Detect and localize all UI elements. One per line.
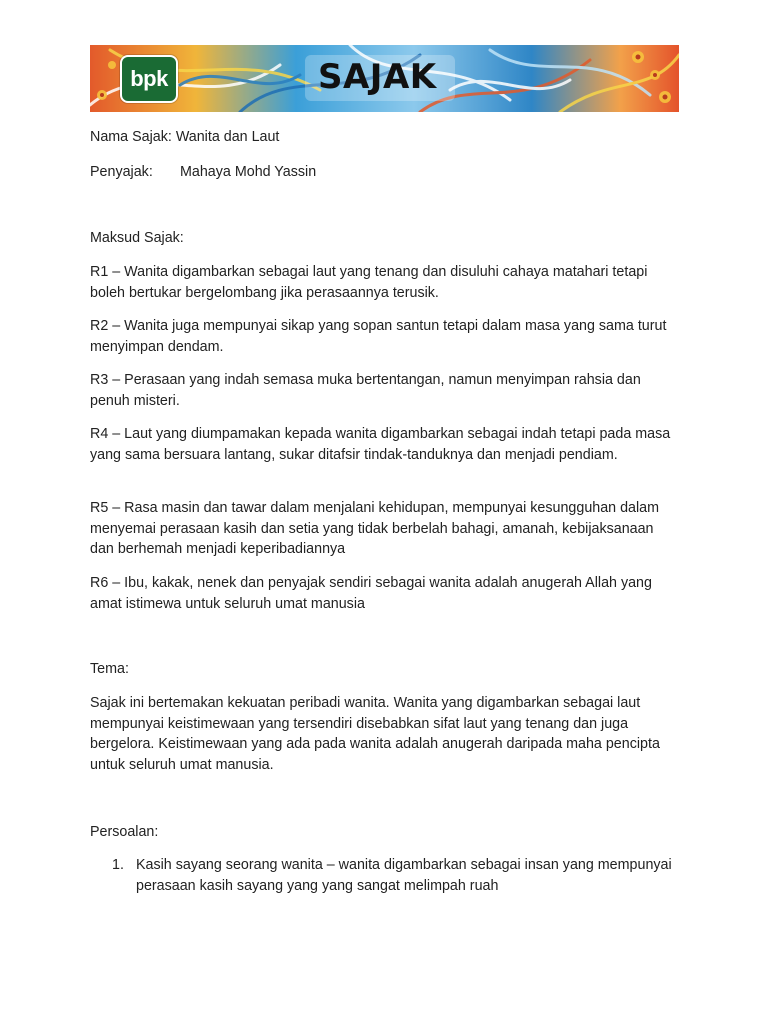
persoalan-heading: Persoalan: <box>90 824 159 840</box>
tema-body: Sajak ini bertemakan kekuatan peribadi wanita. Wanita yang digambarkan sebagai laut mempunyai keistimewaan yang tersendiri disebabkan sifat laut yang tenang dan juga bergelora. Keistimewaan yang ada pada wanita adalah anugerah daripada maha pencipta untuk seluruh umat manusia. <box>90 695 660 774</box>
poem-title: Nama Sajak: Wanita dan Laut <box>90 129 280 145</box>
persoalan-list-item <box>90 855 680 899</box>
poet-label: Penyajak: <box>90 164 153 180</box>
list-text: Kasih sayang seorang wanita – wanita digambarkan sebagai insan yang mempunyai perasaan kasih sayang yang yang sangat melimpah ruah <box>136 857 672 894</box>
banner-title: SAJAK <box>318 57 437 97</box>
maksud-heading: Maksud Sajak: <box>90 230 184 246</box>
maksud-item-r3: R3 – Perasaan yang indah semasa muka bertentangan, namun menyimpan rahsia dan penuh misteri. <box>90 372 641 409</box>
bpk-logo <box>120 55 178 103</box>
poet-name: Mahaya Mohd Yassin <box>180 164 317 180</box>
header-banner <box>90 45 679 112</box>
maksud-item-r5: R5 – Rasa masin dan tawar dalam menjalani kehidupan, mempunyai kesungguhan dalam menyemai perasaan kasih dan setia yang tidak berbelah bahagi, amanah, kebijaksanaan dan berhemah menjadi keperibadiannya <box>90 500 660 558</box>
logo-text: bpk <box>130 66 168 91</box>
poet-line <box>90 162 680 183</box>
tema-heading: Tema: <box>90 661 129 677</box>
maksud-item-r1: R1 – Wanita digambarkan sebagai laut yang tenang dan disuluhi cahaya matahari tetapi boleh bertukar bergelombang jika perasaannya terusik. <box>90 264 648 301</box>
list-number: 1. <box>112 857 124 873</box>
maksud-item-r4: R4 – Laut yang diumpamakan kepada wanita digambarkan sebagai indah tetapi pada masa yang sama bersuara lantang, sukar ditafsir tindak-tanduknya dan menjadi pendiam. <box>90 426 671 463</box>
maksud-item-r6: R6 – Ibu, kakak, nenek dan penyajak sendiri sebagai wanita adalah anugerah Allah yang amat istimewa untuk seluruh umat manusia <box>90 575 652 612</box>
maksud-item-r2: R2 – Wanita juga mempunyai sikap yang sopan santun tetapi dalam masa yang sama turut menyimpan dendam. <box>90 318 667 355</box>
